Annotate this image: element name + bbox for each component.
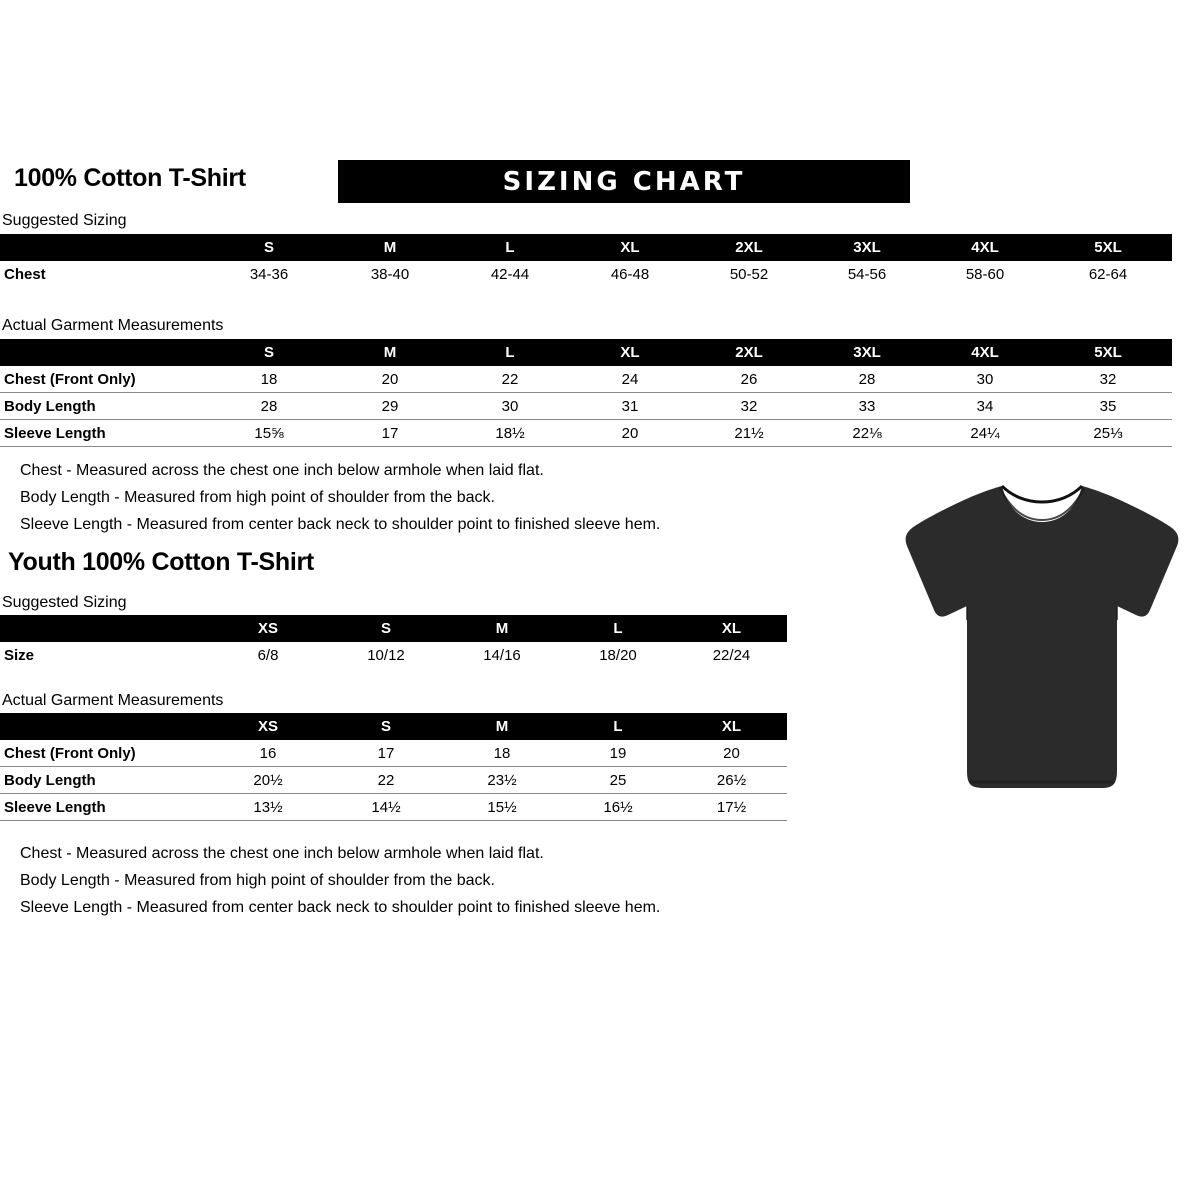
cell: 21½ xyxy=(734,424,764,442)
note-chest: Chest - Measured across the chest one inch below armhole when laid flat. xyxy=(20,845,544,862)
cell: 17½ xyxy=(716,798,747,816)
cell: 29 xyxy=(381,397,399,415)
col-header: M xyxy=(330,339,450,366)
cell: 30 xyxy=(501,397,519,415)
col-header: M xyxy=(444,615,560,642)
col-header: 4XL xyxy=(926,234,1044,261)
cell: 34-36 xyxy=(249,265,289,283)
cell: 20 xyxy=(723,744,740,762)
cell: 35 xyxy=(1099,397,1117,415)
cell: 17 xyxy=(381,424,399,442)
row-label: Sleeve Length xyxy=(4,798,106,816)
cell: 28 xyxy=(260,397,278,415)
col-header: S xyxy=(208,234,330,261)
col-header xyxy=(0,339,208,366)
table-row xyxy=(0,794,787,821)
col-header: XS xyxy=(208,713,328,740)
cell: 28 xyxy=(858,370,876,388)
col-header: 5XL xyxy=(1044,234,1172,261)
cell: 22 xyxy=(377,771,395,789)
row-label: Body Length xyxy=(4,771,96,789)
table-row xyxy=(0,420,1172,447)
note-body-length: Body Length - Measured from high point of shoulder from the back. xyxy=(20,872,495,889)
row-label: Size xyxy=(4,646,35,664)
row-label: Chest xyxy=(4,265,46,283)
cell: 14/16 xyxy=(483,646,521,664)
youth-actual-table xyxy=(0,713,787,821)
adult-actual-table xyxy=(0,339,1172,447)
col-header: M xyxy=(444,713,560,740)
col-header: XL xyxy=(570,339,690,366)
cell: 20½ xyxy=(253,771,283,789)
cell: 18 xyxy=(260,370,278,388)
cell: 16½ xyxy=(603,798,633,816)
cell: 16 xyxy=(259,744,277,762)
col-header: XL xyxy=(570,234,690,261)
cell: 25 xyxy=(609,771,627,789)
table-row xyxy=(0,767,787,794)
cell: 6/8 xyxy=(257,646,279,664)
cell: 15⅝ xyxy=(254,424,284,442)
cell: 22/24 xyxy=(712,646,751,664)
col-header: L xyxy=(450,234,570,261)
table-row xyxy=(0,393,1172,420)
cell: 24¼ xyxy=(970,424,1000,442)
col-header: 3XL xyxy=(808,234,926,261)
adult-section-title: 100% Cotton T-Shirt xyxy=(14,164,246,192)
col-header: XS xyxy=(208,615,328,642)
row-label: Chest (Front Only) xyxy=(4,370,136,388)
cell: 26 xyxy=(740,370,758,388)
cell: 18/20 xyxy=(599,646,637,664)
cell: 14½ xyxy=(371,798,401,816)
note-body-length: Body Length - Measured from high point of shoulder from the back. xyxy=(20,489,495,506)
note-sleeve-length: Sleeve Length - Measured from center back neck to shoulder point to finished sleeve hem. xyxy=(20,516,661,533)
row-label: Sleeve Length xyxy=(4,424,106,442)
table-header-row xyxy=(0,234,1172,261)
col-header xyxy=(0,713,208,740)
cell: 32 xyxy=(1099,370,1117,388)
table-header-row xyxy=(0,615,787,642)
cell: 22 xyxy=(501,370,519,388)
cell: 18 xyxy=(493,744,511,762)
cell: 24 xyxy=(621,370,639,388)
cell: 31 xyxy=(621,397,639,415)
cell: 10/12 xyxy=(367,646,405,664)
col-header: L xyxy=(560,713,676,740)
cell: 38-40 xyxy=(370,265,410,283)
cell: 34 xyxy=(976,397,994,415)
cell: 26½ xyxy=(716,771,747,789)
col-header: S xyxy=(328,713,444,740)
youth-section-title: Youth 100% Cotton T-Shirt xyxy=(8,548,314,576)
chart-header xyxy=(14,160,1186,204)
table-row xyxy=(0,366,1172,393)
cell: 15½ xyxy=(487,798,517,816)
adult-notes xyxy=(20,457,660,538)
cell: 23½ xyxy=(487,771,517,789)
col-header: S xyxy=(328,615,444,642)
col-header: XL xyxy=(676,615,787,642)
cell: 20 xyxy=(381,370,399,388)
col-header: 5XL xyxy=(1044,339,1172,366)
cell: 62-64 xyxy=(1088,265,1128,283)
table-row xyxy=(0,740,787,767)
adult-suggested-label: Suggested Sizing xyxy=(2,212,127,229)
cell: 18½ xyxy=(495,424,525,442)
cell: 13½ xyxy=(253,798,283,816)
col-header: M xyxy=(330,234,450,261)
col-header: 2XL xyxy=(690,339,808,366)
youth-notes xyxy=(20,840,660,921)
cell: 33 xyxy=(858,397,876,415)
cell: 32 xyxy=(740,397,758,415)
col-header: L xyxy=(450,339,570,366)
col-header xyxy=(0,234,208,261)
col-header: 3XL xyxy=(808,339,926,366)
col-header: S xyxy=(208,339,330,366)
row-label: Body Length xyxy=(4,397,96,415)
t-shirt-illustration xyxy=(890,470,1190,810)
cell: 42-44 xyxy=(490,265,530,283)
col-header: 2XL xyxy=(690,234,808,261)
note-chest: Chest - Measured across the chest one inch below armhole when laid flat. xyxy=(20,462,544,479)
table-row xyxy=(0,642,787,668)
table-header-row xyxy=(0,339,1172,366)
cell: 17 xyxy=(377,744,395,762)
cell: 30 xyxy=(976,370,994,388)
table-header-row xyxy=(0,713,787,740)
note-sleeve-length: Sleeve Length - Measured from center back neck to shoulder point to finished sleeve hem. xyxy=(20,899,661,916)
adult-actual-label: Actual Garment Measurements xyxy=(2,317,224,334)
cell: 25⅓ xyxy=(1093,424,1123,442)
cell: 58-60 xyxy=(965,265,1005,283)
sizing-chart-banner xyxy=(338,160,910,203)
cell: 19 xyxy=(609,744,627,762)
cell: 54-56 xyxy=(847,265,887,283)
youth-actual-label: Actual Garment Measurements xyxy=(2,692,224,709)
col-header xyxy=(0,615,208,642)
col-header: 4XL xyxy=(926,339,1044,366)
youth-suggested-label: Suggested Sizing xyxy=(2,594,127,611)
cell: 22⅛ xyxy=(852,424,882,442)
cell: 50-52 xyxy=(729,265,769,283)
table-row xyxy=(0,261,1172,287)
cell: 20 xyxy=(621,424,639,442)
col-header: L xyxy=(560,615,676,642)
cell: 46-48 xyxy=(610,265,650,283)
youth-suggested-table xyxy=(0,615,787,668)
col-header: XL xyxy=(676,713,787,740)
sizing-chart-banner-label: SIZING CHART xyxy=(502,167,746,197)
row-label: Chest (Front Only) xyxy=(4,744,136,762)
adult-suggested-table xyxy=(0,234,1172,287)
